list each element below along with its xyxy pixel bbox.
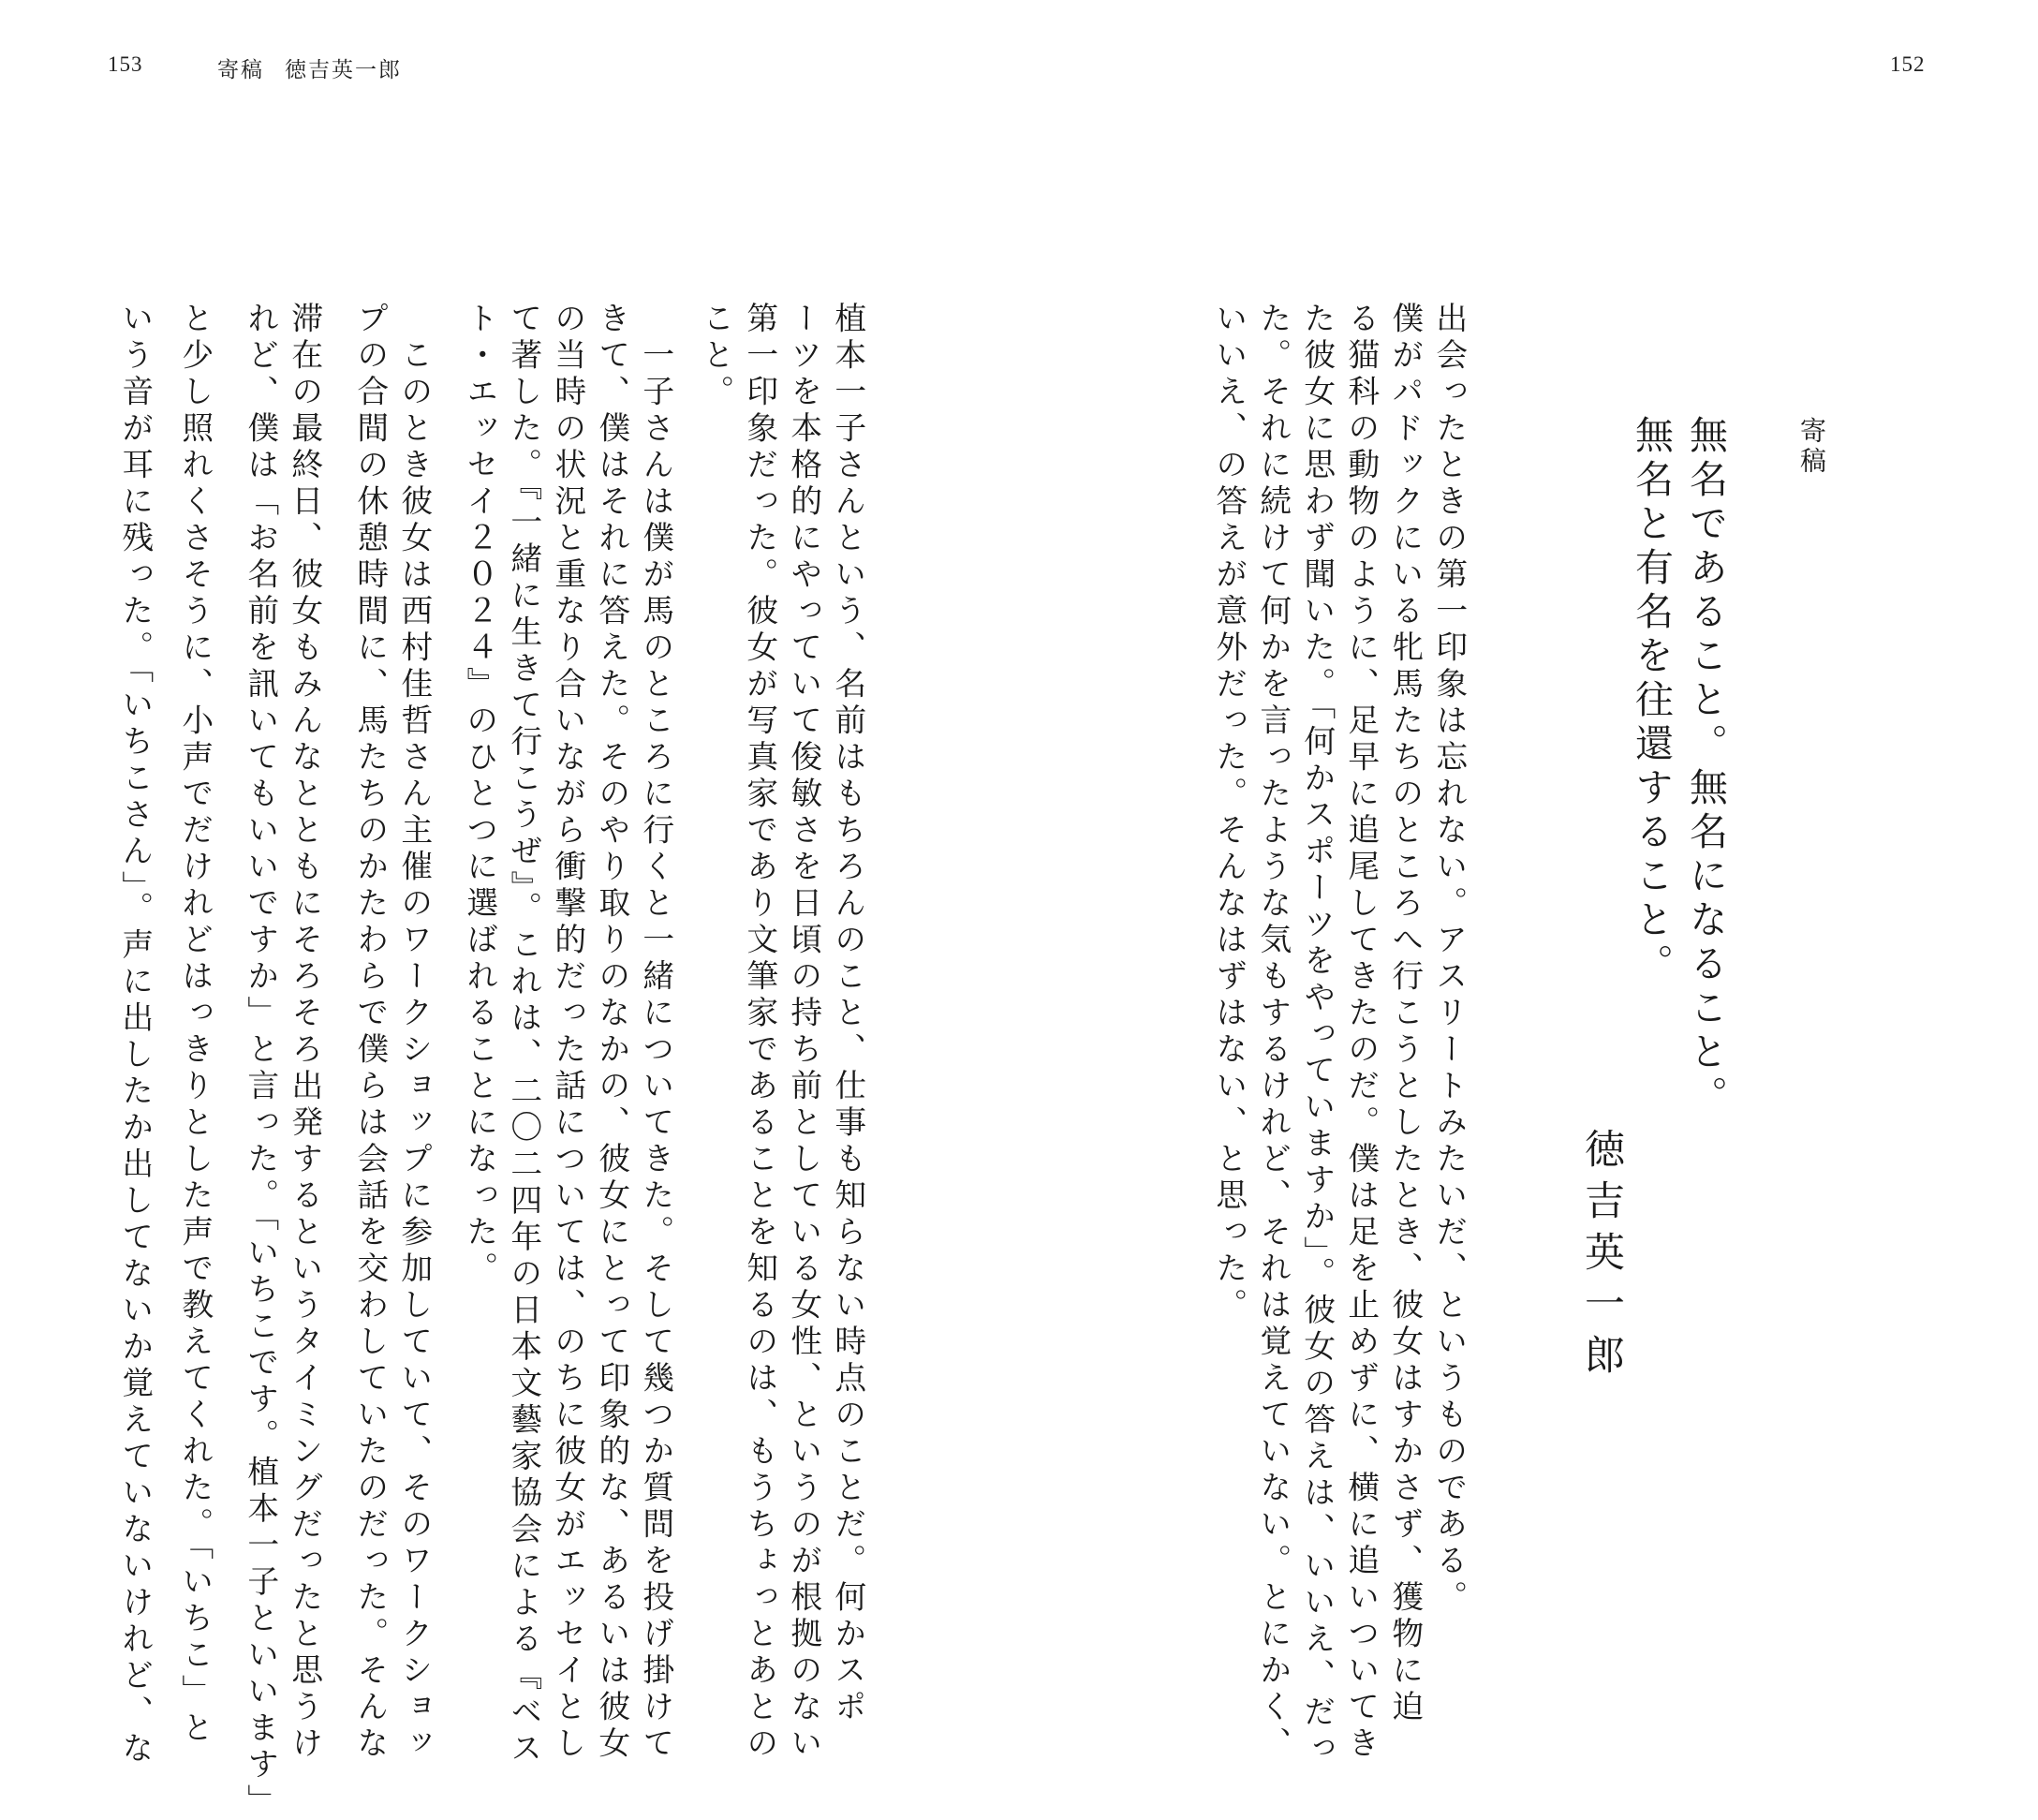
article-title-line-2: 無名と有名を往還すること。 [1629,415,1674,987]
left-body-line-11: プの合間の休憩時間に、馬たちのかたわらで僕らは会話を交わしていたのだった。そんな [351,302,389,1763]
running-head-category: 寄稿 [217,58,264,82]
left-body-line-8: て著した。『一緒に生きて行こうぜ』。これは、二〇二四年の日本文藝家協会による『ベス [505,302,542,1768]
left-body-line-14: と少し照れくさそうに、小声でだけれどはっきりとした声で教えてくれた。「いちこ」と [176,302,214,1748]
left-body-line-12: 滞在の最終日、彼女もみんなとともにそろそろ出発するというタイミングだったと思うけ [286,302,323,1763]
left-body-line-9: ト・エッセイ２０２４』のひとつに選ばれることになった。 [461,302,498,1288]
left-body-line-7: の当時の状況と重なり合いながら衝撃的だった話については、のちに彼女がエッセイとし [549,302,586,1763]
left-body-line-1: 植本一子さんという、名前はもちろんのこと、仕事も知らない時点のことだ。何かスポ [829,302,866,1726]
left-body-line-4: こと。 [697,302,734,411]
left-body-line-10: このとき彼女は西村佳哲さん主催のワークショップに参加していて、そのワークショッ [395,302,433,1763]
right-body-line-1: 出会ったときの第一印象は忘れない。アスリートみたいだ、というものである。 [1430,302,1468,1617]
left-body-line-15: いう音が耳に残った。「いちこさん」。声に出したか出してないか覚えていないけれど、な [116,302,154,1768]
left-body-line-5: 一子さんは僕が馬のところに行くと一緒についてきた。そして幾つか質問を投げ掛けて [637,302,674,1763]
left-page-number: 153 [108,52,143,76]
left-body-line-6: きて、僕はそれに答えた。そのやり取りのなかの、彼女にとって印象的な、あるいは彼女 [593,302,630,1763]
article-kicker: 寄稿 [1796,417,1827,477]
article-author: 徳吉英一郎 [1578,1128,1625,1385]
right-body-line-3: る猫科の動物のように、足早に追尾してきたのだ。僕は足を止めずに、横に追いついてき [1342,302,1380,1763]
left-body-line-3: 第一印象だった。彼女が写真家であり文筆家であることを知るのは、もうちょっとあとの [741,302,778,1763]
running-head-author: 徳吉英一郎 [285,58,402,82]
right-body-line-4: た彼女に思わず聞いた。「何かスポーツをやっていますか」。彼女の答えは、いいえ、だっ [1298,302,1336,1768]
left-body-line-13: れど、僕は「お名前を訊いてもいいですか」と言った。「いちこです。植本一子といいます」 [242,302,279,1820]
right-page-number: 152 [1890,52,1926,76]
right-body-line-2: 僕がパドックにいる牝馬たちのところへ行こうとしたとき、彼女はすかさず、獲物に迫 [1386,302,1424,1726]
right-body-line-6: いいえ、の答えが意外だった。そんなはずはない、と思った。 [1210,302,1248,1324]
article-title-line-1: 無名であること。無名になること。 [1683,415,1728,1119]
left-body-line-2: ーツを本格的にやっていて俊敏さを日頃の持ち前としている女性、というのが根拠のない [785,302,822,1763]
right-body-line-5: た。それに続けて何かを言ったような気もするけれど、それは覚えていない。とにかく、 [1254,302,1292,1763]
running-head [217,52,402,83]
